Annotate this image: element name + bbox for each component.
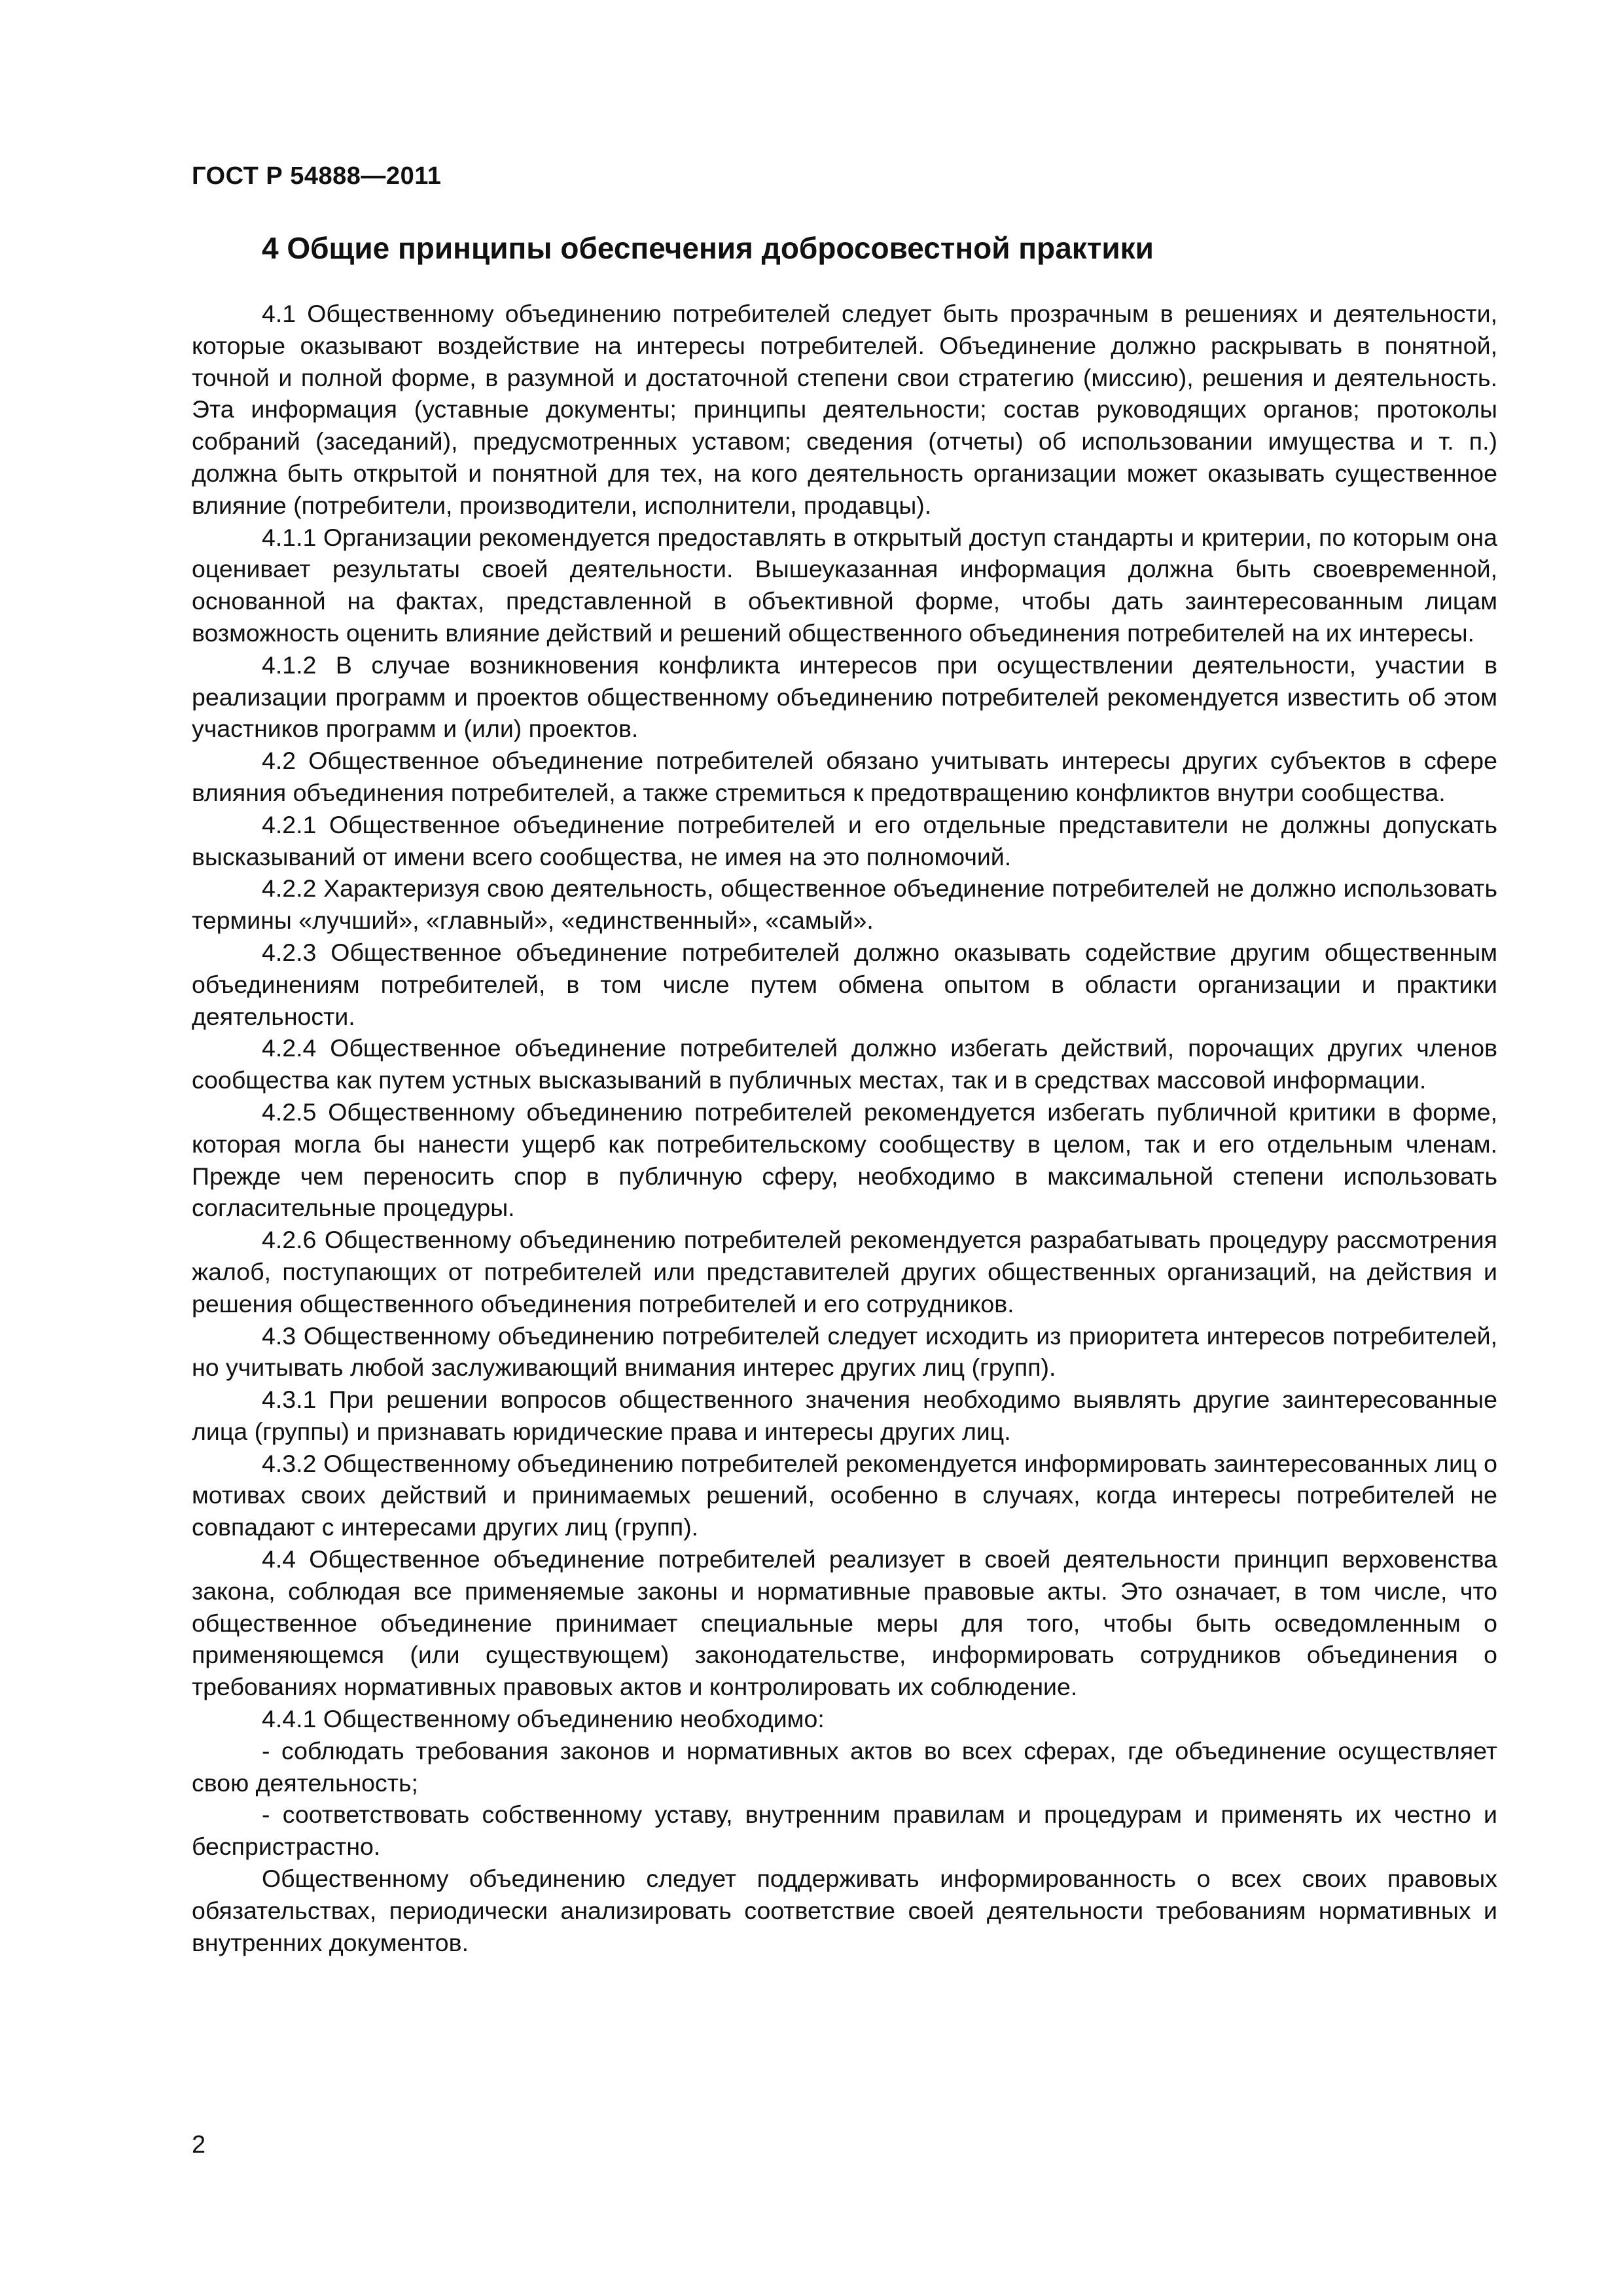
document-header: ГОСТ Р 54888—2011 xyxy=(192,162,442,190)
paragraph-4-4-1: 4.4.1 Общественному объединению необходимо: xyxy=(262,1705,825,1733)
paragraph-4-1: 4.1 Общественному объединению потребителей следует быть прозрачным в решениях и деятельности, которые оказывают воздействие на интересы потребителей. Объединение должно раскрывать в понятной, точной и полной форме, в разумной и достаточной степени свои стратегию (миссию), решения и деятельность. Эта информация (уставные документы; принципы деятельности; состав руководящих органов; протоколы собраний (заседаний), предусмотренных уставом; сведения (отчеты) об использовании имущества и т. п.) должна быть открытой и понятной для тех, на кого деятельность организации может оказывать существенное влияние (потребители, производители, исполнители, продавцы). xyxy=(192,300,1497,519)
paragraph-4-3-1: 4.3.1 При решении вопросов общественного значения необходимо выявлять другие заинтересованные лица (группы) и признавать юридические права и интересы других лиц. xyxy=(192,1386,1497,1445)
paragraph-4-1-2: 4.1.2 В случае возникновения конфликта интересов при осуществлении деятельности, участии в реализации программ и проектов общественному объединению потребителей рекомендуется известить об этом участников программ и (или) проектов. xyxy=(192,651,1497,743)
document-body xyxy=(192,298,1497,1958)
list-item-charter: - соответствовать собственному уставу, внутренним правилам и процедурам и применять их честно и беспристрастно. xyxy=(192,1801,1497,1861)
section-title: 4 Общие принципы обеспечения добросовестной практики xyxy=(262,231,1154,265)
page-number: 2 xyxy=(192,2131,206,2159)
paragraph-4-3-2: 4.3.2 Общественному объединению потребителей рекомендуется информировать заинтересованных лиц о мотивах своих действий и принимаемых решений, особенно в случаях, когда интересы потребителей не совпадают с интересами других лиц (групп). xyxy=(192,1449,1497,1541)
paragraph-4-2: 4.2 Общественное объединение потребителей обязано учитывать интересы других субъектов в сфере влияния объединения потребителей, а также стремиться к предотвращению конфликтов внутри сообщества. xyxy=(192,747,1497,806)
paragraph-4-4: 4.4 Общественное объединение потребителей реализует в своей деятельности принцип верховенства закона, соблюдая все применяемые законы и нормативные правовые акты. Это означает, в том числе, что общественное объединение принимает специальные меры для того, чтобы быть осведомленным о применяющемся (или существующем) законодательстве, информировать сотрудников объединения о требованиях нормативных правовых актов и контролировать их соблюдение. xyxy=(192,1545,1497,1701)
paragraph-4-2-2: 4.2.2 Характеризуя свою деятельность, общественное объединение потребителей не должно использовать термины «лучший», «главный», «единственный», «самый». xyxy=(192,874,1497,935)
paragraph-legal-obligations: Общественному объединению следует поддерживать информированность о всех своих правовых обязательствах, периодически анализировать соответствие своей деятельности требованиям нормативных и внутренних документов. xyxy=(192,1865,1497,1956)
list-item-laws: - соблюдать требования законов и нормативных актов во всех сферах, где объединение осуществляет свою деятельность; xyxy=(192,1736,1497,1797)
paragraph-4-2-4: 4.2.4 Общественное объединение потребителей должно избегать действий, порочащих других членов сообщества как путем устных высказываний в публичных местах, так и в средствах массовой информации. xyxy=(192,1034,1497,1094)
paragraph-4-2-6: 4.2.6 Общественному объединению потребителей рекомендуется разрабатывать процедуру рассмотрения жалоб, поступающих от потребителей или представителей других общественных организаций, на действия и решения общественного объединения потребителей и его сотрудников. xyxy=(192,1226,1497,1318)
paragraph-4-2-3: 4.2.3 Общественное объединение потребителей должно оказывать содействие другим общественным объединениям потребителей, в том числе путем обмена опытом в области организации и практики деятельности. xyxy=(192,938,1497,1030)
paragraph-4-3: 4.3 Общественному объединению потребителей следует исходить из приоритета интересов потребителей, но учитывать любой заслуживающий внимания интерес других лиц (групп). xyxy=(192,1321,1497,1382)
paragraph-4-2-5: 4.2.5 Общественному объединению потребителей рекомендуется избегать публичной критики в форме, которая могла бы нанести ущерб как потребительскому сообществу в целом, так и его отдельным членам. Прежде чем переносить спор в публичную сферу, необходимо в максимальной степени использовать согласительные процедуры. xyxy=(192,1098,1497,1222)
paragraph-4-2-1: 4.2.1 Общественное объединение потребителей и его отдельные представители не должны допускать высказываний от имени всего сообщества, не имея на это полномочий. xyxy=(192,810,1497,870)
paragraph-4-1-1: 4.1.1 Организации рекомендуется предоставлять в открытый доступ стандарты и критерии, по которым она оценивает результаты своей деятельности. Вышеуказанная информация должна быть своевременной, основанной на фактах, представленной в объективной форме, чтобы дать заинтересованным лицам возможность оценить влияние действий и решений общественного объединения потребителей на их интересы. xyxy=(192,523,1497,647)
